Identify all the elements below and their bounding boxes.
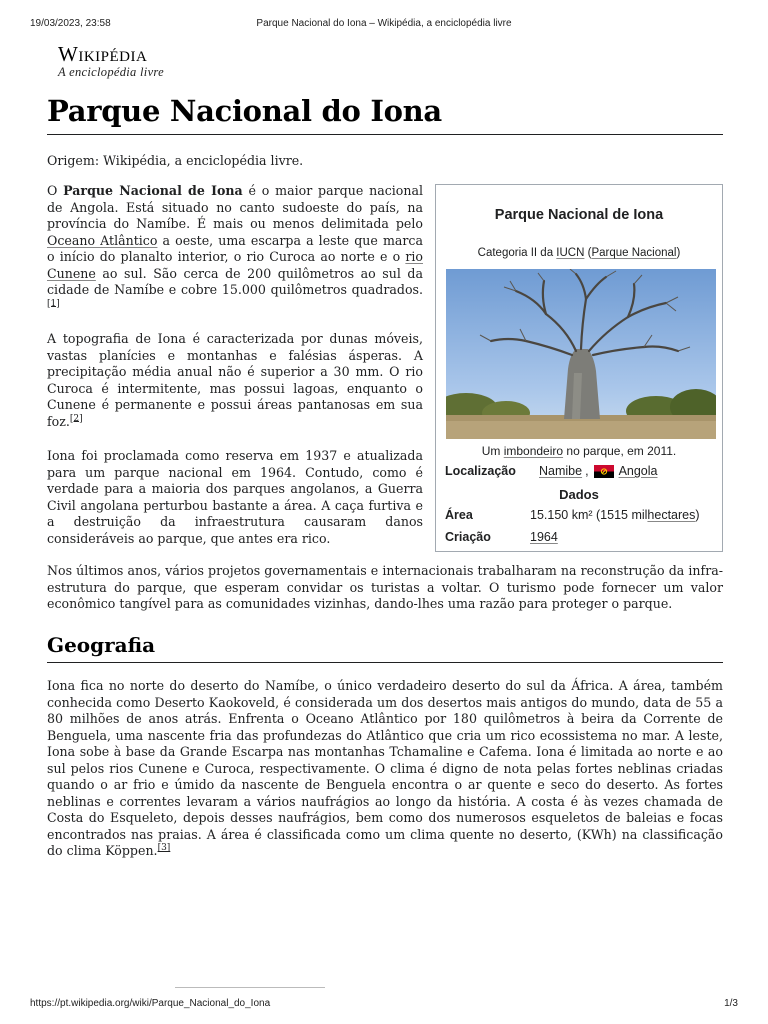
print-header xyxy=(30,18,738,32)
text-run: ao sul. São cerca de 200 quilômetros ao sul da cidade de Namíbe e cobre 15.000 quilômetros quadrados. xyxy=(47,265,423,297)
baobab-photo[interactable] xyxy=(446,269,716,439)
wikipedia-logo[interactable] xyxy=(58,42,164,80)
value-area xyxy=(530,508,700,522)
infobox-category xyxy=(436,247,722,259)
print-date: 19/03/2023, 23:58 xyxy=(30,18,111,29)
reference-1[interactable]: [1] xyxy=(47,298,60,309)
logo-wordmark: Wikipédia xyxy=(58,42,148,66)
row-area xyxy=(445,508,714,526)
text-run: Categoria II da xyxy=(477,247,557,259)
link-1964[interactable]: 1964 xyxy=(530,530,558,544)
text-run: 15.150 km² (1515 mil xyxy=(530,508,648,522)
reference-2[interactable]: [2] xyxy=(69,413,83,424)
text-run: Iona fica no norte do deserto do Namíbe, o único verdadeiro deserto do sul da África. A área, também conhecida como Deserto Kaokoveld, é considerada um dos desertos mais antigos do mundo, data de 55 a 80 milhões de anos atrás. Enfrenta o Oceano Atlântico por 180 quilômetros à beira da Corrente de Benguela, uma nascente fria das profundezas do Atlântico que cria um rico ecossistema no mar. A leste, Iona sobe à base da Grande Escarpa nas montanhas Tchamaline e Cafema. Iona é limitada ao norte e ao sul pelos rios Cunene e Curoca, respectivamente. O clima é digno de nota pelas fortes neblinas criadas quando o ar frio e úmido da nascente de Benguela encontra o ar quente e seco do deserto. As fortes neblinas e correntes levaram a vários naufrágios ao longo da história. A costa é às vezes chamada de Costa do Esqueleto, depois desses naufrágios, bem como dos numerosos esqueletos de baleias e focas encontrados nas praias. A área é classificada como um clima quente no deserto, (KWh) na classificação do clima Köppen. xyxy=(47,678,723,858)
link-rio-cunene[interactable]: rio Cunene xyxy=(47,249,423,281)
angola-flag-icon xyxy=(594,465,614,478)
footer-divider xyxy=(175,987,325,988)
text-run: é o maior parque nacional de Angola. Está situado no canto sudoeste do país, na província do Namíbe. É mais ou menos delimitada pelo xyxy=(47,183,424,231)
infobox-section-dados: Dados xyxy=(559,487,599,502)
infobox xyxy=(435,184,723,552)
value-localizacao xyxy=(539,464,658,478)
logo-tagline: A enciclopédia livre xyxy=(58,65,164,79)
label-criacao: Criação xyxy=(445,530,491,544)
paragraph-turismo: Nos últimos anos, vários projetos governamentais e internacionais trabalharam na reconstrução da infra-estrutura do parque, que esperam convidar os turistas a voltar. O turismo pode fornecer um valor econômico tangível para as comunidades vizinhas, dando-lhes uma razão para proteger o parque. xyxy=(47,563,723,611)
row-localizacao xyxy=(445,464,714,482)
label-localizacao: Localização xyxy=(445,464,516,478)
label-area: Área xyxy=(445,508,473,522)
link-imbondeiro[interactable]: imbondeiro xyxy=(503,444,564,458)
row-criacao xyxy=(445,530,714,548)
text-run: Um xyxy=(481,444,504,458)
paragraph-topografia xyxy=(47,331,423,430)
link-namibe[interactable]: Namibe xyxy=(539,464,583,478)
text-run: O xyxy=(47,183,64,198)
value-criacao xyxy=(530,530,558,544)
text-run: A topografia de Iona é caracterizada por dunas móveis, vastas planícies e montanhas e falésias ásperas. A precipitação média anual não é superior a 30 mm. O rio Curoca é intermitente, mas possui lagoas, enquanto o Cunene é permanente e possui áreas pantanosas em sua foz. xyxy=(47,331,423,429)
paragraph-historia: Iona foi proclamada como reserva em 1937 e atualizada para um parque nacional em 1964. Contudo, como é verdade para a maioria dos parques angolanos, a Guerra Civil angolana perturbou bastante a área. A caça furtiva e a destruição da infraestrutura causaram danos consideráveis ao parque, que antes era rico. xyxy=(47,448,423,546)
section-heading-geografia: Geografia xyxy=(47,633,723,663)
link-iucn[interactable]: IUCN xyxy=(556,247,585,259)
infobox-title: Parque Nacional de Iona xyxy=(494,207,664,223)
print-footer xyxy=(30,998,738,1012)
page-number: 1/3 xyxy=(724,998,738,1009)
page-url: https://pt.wikipedia.org/wiki/Parque_Nacional_do_Iona xyxy=(30,998,271,1009)
link-angola[interactable]: Angola xyxy=(618,464,658,478)
link-parque-nacional[interactable]: Parque Nacional xyxy=(591,247,677,259)
print-page-title: Parque Nacional do Iona – Wikipédia, a enciclopédia livre xyxy=(256,18,512,29)
text-run: , xyxy=(585,464,589,478)
text-run: no parque, em 2011. xyxy=(563,444,677,458)
origin-note: Origem: Wikipédia, a enciclopédia livre. xyxy=(47,153,304,168)
text-run: ) xyxy=(695,508,700,522)
link-hectares[interactable]: hectares xyxy=(647,508,696,522)
page-title: Parque Nacional do Iona xyxy=(47,94,723,135)
reference-3[interactable]: [3] xyxy=(157,842,171,853)
text-run: a oeste, uma escarpa a leste que marca o início do planalto interior, o rio Curoca ao norte e o xyxy=(47,232,423,264)
paragraph-intro xyxy=(47,183,423,315)
text-run: ) xyxy=(676,247,681,259)
article-subject: Parque Nacional de Iona xyxy=(63,183,243,198)
photo-caption xyxy=(436,444,722,458)
paragraph-geografia xyxy=(47,678,723,860)
link-oceano-atlantico[interactable]: Oceano Atlântico xyxy=(47,232,158,248)
text-run: ( xyxy=(584,247,592,259)
